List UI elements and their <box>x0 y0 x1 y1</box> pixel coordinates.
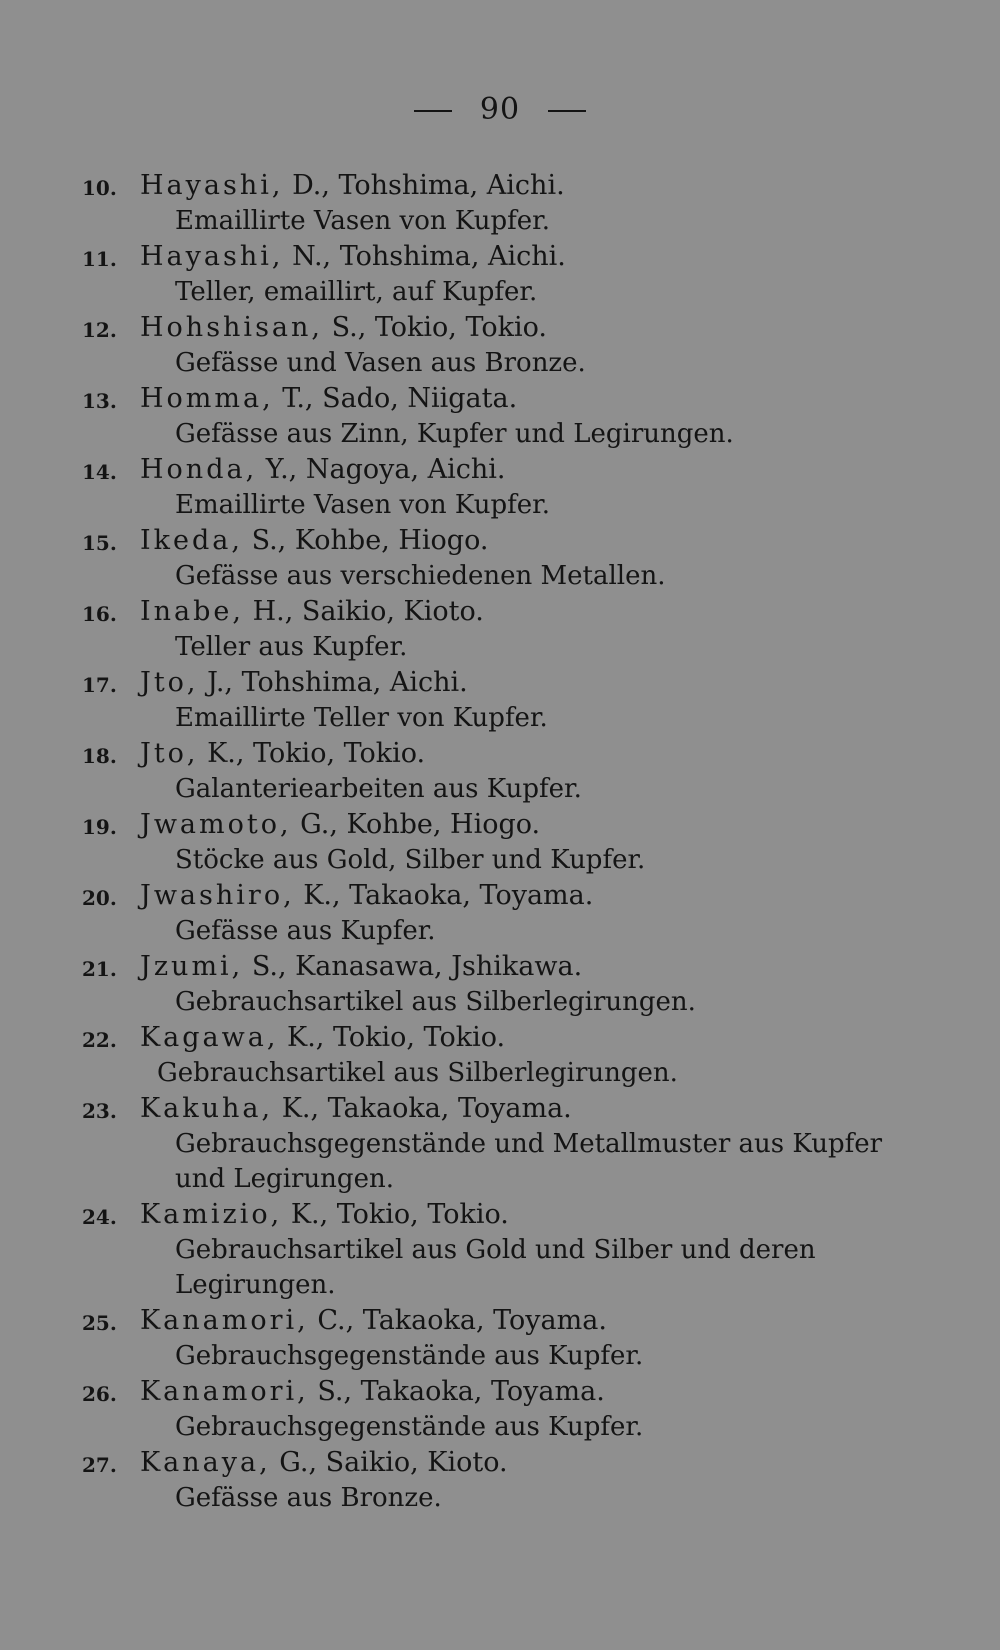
entry-location: K., Tokio, Tokio. <box>287 1022 506 1053</box>
list-item <box>0 1374 1000 1445</box>
entry-location: T., Sado, Niigata. <box>282 383 518 414</box>
entry-surname: Inabe, <box>140 596 244 627</box>
page-number <box>0 92 1000 127</box>
entry-header <box>0 310 1000 346</box>
list-item <box>0 736 1000 807</box>
entry-description: Gebrauchsartikel aus Silberlegirungen. <box>175 987 696 1017</box>
list-item <box>0 168 1000 239</box>
entry-header <box>0 594 1000 630</box>
entry-description: Emaillirte Vasen von Kupfer. <box>175 490 550 520</box>
entry-surname: Kanaya, <box>140 1447 271 1478</box>
entry-surname: Kagawa, <box>140 1022 279 1053</box>
entry-number: 19. <box>82 815 117 839</box>
entry-header <box>0 168 1000 204</box>
entry-location: D., Tohshima, Aichi. <box>292 170 565 201</box>
entry-surname: Jto, <box>140 667 199 698</box>
page-number-text: 90 <box>479 92 521 127</box>
entry-number: 21. <box>82 957 117 981</box>
entry-location: K., Takaoka, Toyama. <box>281 1093 572 1124</box>
entry-list <box>0 168 1000 1516</box>
entry-description: Gebrauchsartikel aus Silberlegirungen. <box>157 1058 678 1088</box>
entry-name <box>140 1445 508 1481</box>
entry-location: K., Tokio, Tokio. <box>207 738 426 769</box>
entry-location: N., Tohshima, Aichi. <box>292 241 566 272</box>
entry-surname: Kanamori, <box>140 1376 309 1407</box>
entry-name <box>140 381 517 417</box>
entry-surname: Kanamori, <box>140 1305 309 1336</box>
list-item <box>0 594 1000 665</box>
list-item <box>0 239 1000 310</box>
entry-header <box>0 949 1000 985</box>
entry-location: G., Kohbe, Hiogo. <box>300 809 541 840</box>
entry-location: Y., Nagoya, Aichi. <box>265 454 506 485</box>
entry-header <box>0 1303 1000 1339</box>
entry-number: 23. <box>82 1099 117 1123</box>
entry-surname: Jwamoto, <box>140 809 292 840</box>
entry-description: Gefässe aus Kupfer. <box>175 916 436 946</box>
entry-header <box>0 523 1000 559</box>
entry-location: K., Tokio, Tokio. <box>290 1199 509 1230</box>
entry-surname: Kakuha, <box>140 1093 274 1124</box>
entry-surname: Jto, <box>140 738 199 769</box>
entry-header <box>0 807 1000 843</box>
list-item <box>0 1020 1000 1091</box>
list-item <box>0 310 1000 381</box>
entry-name <box>140 736 425 772</box>
entry-location: C., Takaoka, Toyama. <box>317 1305 607 1336</box>
entry-location: H., Saikio, Kioto. <box>252 596 484 627</box>
list-item <box>0 1197 1000 1303</box>
entry-name <box>140 310 547 346</box>
entry-description: Emaillirte Vasen von Kupfer. <box>175 206 550 236</box>
entry-number: 11. <box>82 247 117 271</box>
entry-name <box>140 878 593 914</box>
entry-surname: Kamizio, <box>140 1199 283 1230</box>
entry-location: G., Saikio, Kioto. <box>279 1447 508 1478</box>
entry-number: 20. <box>82 886 117 910</box>
entry-description: Gefässe und Vasen aus Bronze. <box>175 348 586 378</box>
entry-surname: Hayashi, <box>140 170 284 201</box>
entry-location: J., Tohshima, Aichi. <box>207 667 468 698</box>
entry-description: Emaillirte Teller von Kupfer. <box>175 703 548 733</box>
entry-location: S., Kanasawa, Jshikawa. <box>251 951 583 982</box>
entry-name <box>140 949 582 985</box>
list-item <box>0 381 1000 452</box>
entry-surname: Ikeda, <box>140 525 243 556</box>
entry-description: Galanteriearbeiten aus Kupfer. <box>175 774 582 804</box>
entry-number: 10. <box>82 176 117 200</box>
entry-number: 22. <box>82 1028 117 1052</box>
entry-surname: Honda, <box>140 454 258 485</box>
entry-surname: Homma, <box>140 383 274 414</box>
entry-header <box>0 239 1000 275</box>
entry-number: 27. <box>82 1453 117 1477</box>
list-item <box>0 878 1000 949</box>
entry-name <box>140 452 505 488</box>
entry-header <box>0 665 1000 701</box>
entry-description: Gebrauchsgegenstände und Metallmuster aus Kupfer und Legirungen. <box>175 1129 883 1194</box>
entry-header <box>0 381 1000 417</box>
entry-name <box>140 1020 505 1056</box>
list-item <box>0 1445 1000 1516</box>
entry-number: 25. <box>82 1311 117 1335</box>
entry-number: 15. <box>82 531 117 555</box>
list-item <box>0 523 1000 594</box>
list-item <box>0 665 1000 736</box>
entry-number: 16. <box>82 602 117 626</box>
entry-description: Gebrauchsartikel aus Gold und Silber und deren Legirungen. <box>175 1235 816 1300</box>
entry-name <box>140 168 565 204</box>
list-item <box>0 1303 1000 1374</box>
entry-description: Stöcke aus Gold, Silber und Kupfer. <box>175 845 646 875</box>
entry-number: 24. <box>82 1205 117 1229</box>
entry-number: 14. <box>82 460 117 484</box>
entry-header <box>0 1445 1000 1481</box>
entry-name <box>140 523 488 559</box>
entry-description: Teller, emaillirt, auf Kupfer. <box>175 277 538 307</box>
entry-number: 17. <box>82 673 117 697</box>
entry-surname: Hohshisan, <box>140 312 323 343</box>
entry-name <box>140 594 484 630</box>
entry-name <box>140 665 468 701</box>
entry-description: Teller aus Kupfer. <box>175 632 408 662</box>
entry-name <box>140 1303 607 1339</box>
entry-description: Gefässe aus verschiedenen Metallen. <box>175 561 666 591</box>
entry-surname: Jwashiro, <box>140 880 295 911</box>
entry-header <box>0 1091 1000 1127</box>
list-item <box>0 1091 1000 1197</box>
entry-header <box>0 1020 1000 1056</box>
entry-location: S., Takaoka, Toyama. <box>317 1376 605 1407</box>
entry-name <box>140 1091 572 1127</box>
list-item <box>0 452 1000 523</box>
entry-header <box>0 1374 1000 1410</box>
right-dash <box>548 110 586 112</box>
entry-surname: Jzumi, <box>140 951 244 982</box>
entry-name <box>140 1197 509 1233</box>
entry-location: S., Tokio, Tokio. <box>331 312 547 343</box>
entry-description: Gefässe aus Bronze. <box>175 1483 442 1513</box>
list-item <box>0 807 1000 878</box>
entry-header <box>0 1197 1000 1233</box>
entry-name <box>140 1374 605 1410</box>
entry-description: Gefässe aus Zinn, Kupfer und Legirungen. <box>175 419 734 449</box>
left-dash <box>414 110 452 112</box>
entry-description: Gebrauchsgegenstände aus Kupfer. <box>175 1412 644 1442</box>
entry-name <box>140 239 566 275</box>
entry-number: 13. <box>82 389 117 413</box>
entry-name <box>140 807 540 843</box>
entry-header <box>0 878 1000 914</box>
entry-location: S., Kohbe, Hiogo. <box>251 525 489 556</box>
entry-number: 18. <box>82 744 117 768</box>
entry-header <box>0 736 1000 772</box>
entry-number: 26. <box>82 1382 117 1406</box>
entry-description: Gebrauchsgegenstände aus Kupfer. <box>175 1341 644 1371</box>
list-item <box>0 949 1000 1020</box>
entry-number: 12. <box>82 318 117 342</box>
entry-header <box>0 452 1000 488</box>
entry-location: K., Takaoka, Toyama. <box>303 880 594 911</box>
entry-surname: Hayashi, <box>140 241 284 272</box>
